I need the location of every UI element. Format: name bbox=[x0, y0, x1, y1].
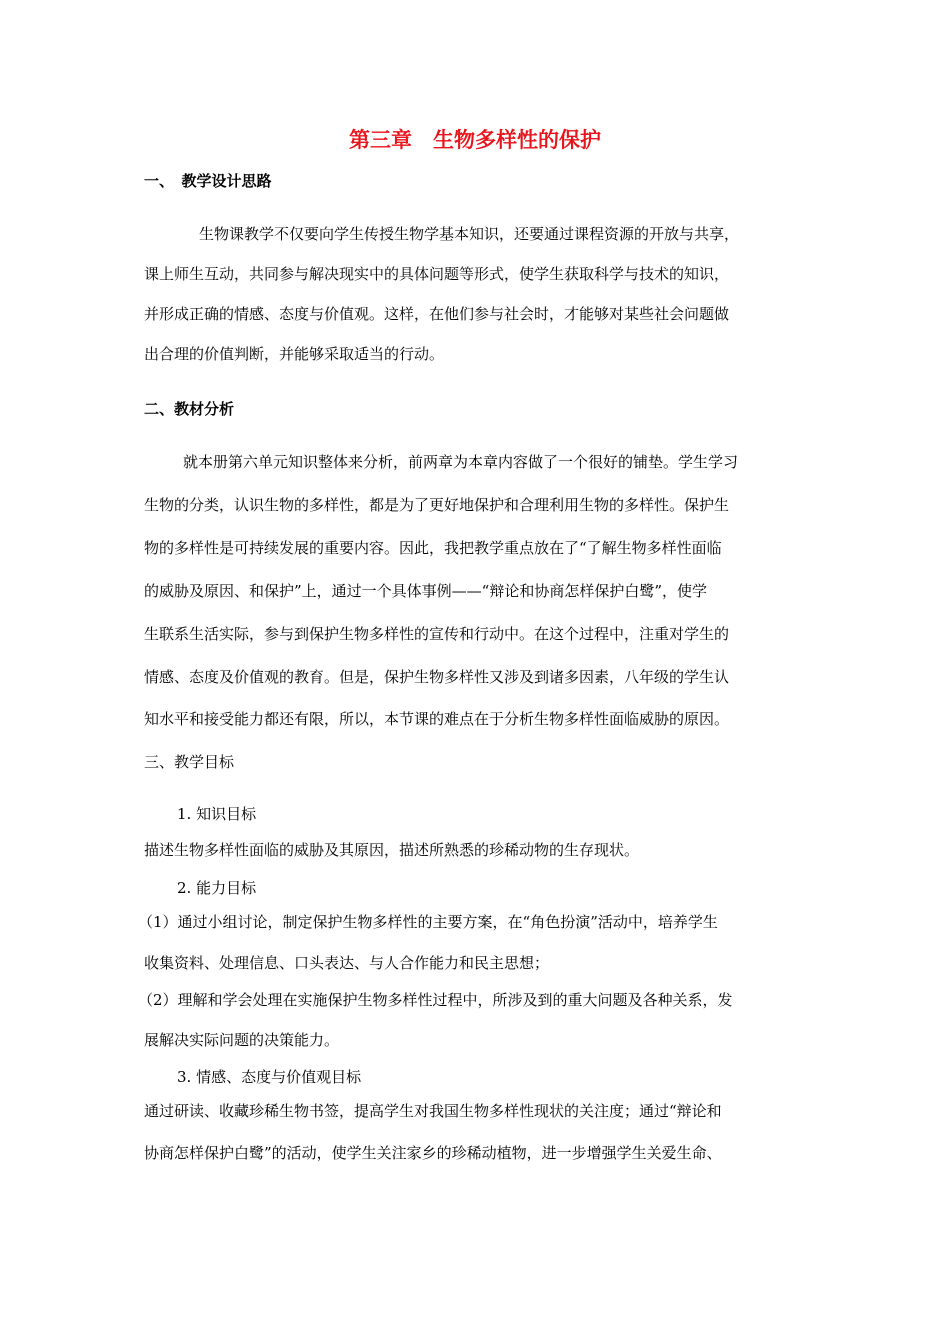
chapter-title: 第三章 生物多样性的保护 bbox=[349, 128, 601, 152]
section2-line-5: 生联系生活实际，参与到保护生物多样性的宣传和行动中。在这个过程中，注重对学生的 bbox=[144, 625, 730, 643]
section2-line-6: 情感、态度及价值观的教育。但是，保护生物多样性又涉及到诸多因素，八年级的学生认 bbox=[144, 668, 730, 686]
goal2-line-2: 收集资料、处理信息、口头表达、与人合作能力和民主思想； bbox=[144, 954, 550, 972]
section2-heading: 二、教材分析 bbox=[144, 400, 235, 418]
section2-line-3: 物的多样性是可持续发展的重要内容。因此，我把教学重点放在了“了解生物多样性面临 bbox=[144, 539, 722, 557]
section2-line-4: 的威胁及原因、和保护”上，通过一个具体事例——“辩论和协商怎样保护白鹭”，使学 bbox=[144, 582, 708, 600]
section1-heading: 一、 教学设计思路 bbox=[144, 172, 272, 190]
goal3-label: 3. 情感、态度与价值观目标 bbox=[177, 1068, 362, 1086]
goal3-line-2: 协商怎样保护白鹭”的活动，使学生关注家乡的珍稀动植物，进一步增强学生关爱生命、 bbox=[144, 1144, 722, 1162]
goal2-line-4: 展解决实际问题的决策能力。 bbox=[144, 1031, 340, 1049]
goal3-line-1: 通过研读、收藏珍稀生物书签，提高学生对我国生物多样性现状的关注度；通过“辩论和 bbox=[144, 1102, 722, 1120]
section3-heading: 三、教学目标 bbox=[144, 753, 235, 771]
section1-line-4: 出合理的价值判断，并能够采取适当的行动。 bbox=[144, 345, 445, 363]
goal1-label: 1. 知识目标 bbox=[177, 805, 257, 823]
section2-line-7: 知水平和接受能力都还有限，所以，本节课的难点在于分析生物多样性面临威胁的原因。 bbox=[144, 710, 730, 728]
section1-line-1: 生物课教学不仅要向学生传授生物学基本知识，还要通过课程资源的开放与共享， bbox=[199, 225, 740, 243]
section2-line-1: 就本册第六单元知识整体来分析，前两章为本章内容做了一个很好的铺垫。学生学习 bbox=[183, 453, 739, 471]
goal2-line-1: （1）通过小组讨论，制定保护生物多样性的主要方案，在“角色扮演”活动中，培养学生 bbox=[138, 913, 718, 931]
section1-line-3: 并形成正确的情感、态度与价值观。这样，在他们参与社会时，才能够对某些社会问题做 bbox=[144, 305, 730, 323]
goal1-line-1: 描述生物多样性面临的威胁及其原因，描述所熟悉的珍稀动物的生存现状。 bbox=[144, 841, 640, 859]
goal2-line-3: （2）理解和学会处理在实施保护生物多样性过程中，所涉及到的重大问题及各种关系，发 bbox=[138, 991, 733, 1009]
section2-line-2: 生物的分类，认识生物的多样性，都是为了更好地保护和合理利用生物的多样性。保护生 bbox=[144, 496, 730, 514]
section1-line-2: 课上师生互动，共同参与解决现实中的具体问题等形式，使学生获取科学与技术的知识， bbox=[144, 265, 730, 283]
goal2-label: 2. 能力目标 bbox=[177, 879, 257, 897]
